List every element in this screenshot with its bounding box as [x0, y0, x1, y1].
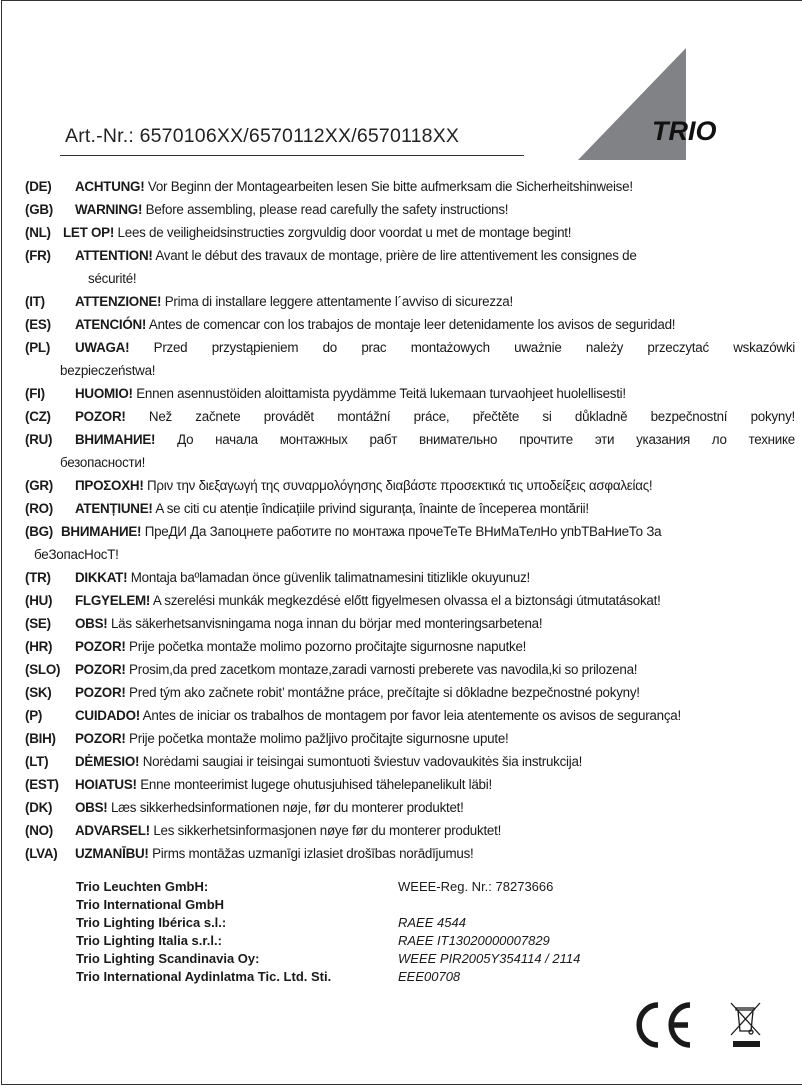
language-code: (SK) — [25, 685, 52, 700]
warning-body: Vor Beginn der Montagearbeiten lesen Sie bitte aufmerksam die Sicherheitshinweise! — [144, 179, 633, 194]
warning-text — [75, 753, 582, 771]
warning-body: Przed przystąpieniem do prac montażowych uważnie należy przeczytać wskazówki — [129, 340, 795, 355]
warning-body: A szerelési munkák megkezdésė előtt figyelmesen olvassa el a biztonsági útmutatásokat! — [150, 593, 661, 608]
warning-heading: OBS! — [75, 800, 108, 815]
warning-body: A se citi cu atenție îndicațiile privind siguranța, înainte de începerea montării! — [152, 501, 589, 516]
language-code: (RU) — [25, 432, 53, 447]
warning-body: ПреДИ Да Запоцнете работите по монтажа прочеТеТе ВНиМаТелНо упbТВаНиеТо За — [141, 524, 662, 539]
language-code: (BIH) — [25, 731, 56, 746]
language-code: (ES) — [25, 317, 51, 332]
warning-heading: ВНИМАНИЕ! — [61, 524, 142, 539]
company-name: Trio Leuchten GmbH: — [76, 879, 209, 894]
warning-heading: POZOR! — [75, 639, 126, 654]
warning-heading: POZOR! — [75, 662, 126, 677]
warning-text — [75, 822, 501, 840]
warning-heading: HUOMIO! — [75, 386, 133, 401]
warning-heading: ВНИМАНИЕ! — [75, 432, 156, 447]
warning-body: Læs sikkerhedsinformationen nøje, før du monterer produktet! — [107, 800, 464, 815]
warning-body: Montaja baºlamadan önce güvenlik talimatnamesini titizlikle okuyunuz! — [127, 570, 531, 585]
language-code: (EST) — [25, 777, 59, 792]
warning-text — [75, 615, 542, 633]
warning-body: Enne monteerimist lugege ohutusjuhised tähelepanelikult läbi! — [136, 777, 492, 792]
warning-body: До начала монтажных рабт внимательно прочтите эти указания ло технике — [155, 432, 795, 447]
warning-heading: ΠΡΟΣΟΧΗ! — [75, 478, 144, 493]
registration-number: EEE00708 — [398, 969, 461, 984]
warning-heading: ATTENZIONE! — [75, 294, 162, 309]
language-code: (DE) — [25, 179, 52, 194]
warning-text — [63, 224, 571, 242]
warning-heading: WARNING! — [75, 202, 143, 217]
warning-heading: LET OP! — [63, 225, 115, 240]
warning-heading: POZOR! — [75, 685, 126, 700]
warning-continuation: sécurité! — [88, 271, 137, 286]
language-code: (PL) — [25, 340, 51, 355]
trio-logo — [570, 40, 740, 170]
company-name: Trio Lighting Ibérica s.l.: — [76, 915, 227, 930]
article-number: Art.-Nr.: 6570106XX/6570112XX/6570118XX — [65, 125, 460, 147]
language-code: (SE) — [25, 616, 51, 631]
warning-heading: POZOR! — [75, 409, 126, 424]
language-code: (NO) — [25, 823, 54, 838]
language-code: (TR) — [25, 570, 51, 585]
warning-body: Les sikkerhetsinformasjonen nøye før du monterer produktet! — [149, 823, 502, 838]
warning-heading: OBS! — [75, 616, 108, 631]
warning-text — [75, 477, 652, 495]
language-code: (CZ) — [25, 409, 51, 424]
language-code: (GR) — [25, 478, 54, 493]
warning-continuation: bezpieczeństwa! — [60, 363, 156, 378]
warning-body: Prosim,da pred zacetkom montaze,zaradi varnosti preberete vas navodila,ki so prilozena! — [125, 662, 638, 677]
warning-body: Before assembling, please read carefully the safety instructions! — [142, 202, 509, 217]
certification-marks — [630, 995, 770, 1055]
warning-body: Pirms montāžas uzmanīgi izlasiet drošības norādījumus! — [148, 846, 474, 861]
language-code: (DK) — [25, 800, 53, 815]
warning-text — [75, 707, 681, 725]
warning-heading: CUIDADO! — [75, 708, 140, 723]
warning-text — [61, 523, 661, 541]
language-code: (BG) — [25, 524, 54, 539]
warning-text — [75, 408, 795, 426]
language-code: (FR) — [25, 248, 51, 263]
warning-body: Než začnete provádět montážní práce, přečtěte si důkladně bezpečnostní pokyny! — [125, 409, 795, 424]
registration-number: RAEE IT13020000007829 — [398, 933, 550, 948]
language-code: (P) — [25, 708, 43, 723]
language-code: (LVA) — [25, 846, 58, 861]
warning-heading: ATENCIÓN! — [75, 317, 147, 332]
language-code: (NL) — [25, 225, 51, 240]
language-code: (GB) — [25, 202, 54, 217]
warning-body: Prima di installare leggere attentamente l´avviso di sicurezza! — [161, 294, 513, 309]
weee-bin-icon — [731, 1003, 760, 1047]
warning-body: Prije početka montaže molimo pozorno pročitajte sigurnosne naputke! — [125, 639, 527, 654]
warning-body: Norėdami saugiai ir teisingai sumontuoti šviestuv vadovaukitės šia instrukcija! — [139, 754, 583, 769]
warning-text — [75, 500, 589, 518]
warning-text — [75, 431, 795, 449]
warning-heading: DĖMESIO! — [75, 754, 140, 769]
warning-body: Antes de iniciar os trabalhos de montagem por favor leia atentemente os avisos de segurança! — [139, 708, 681, 723]
warning-text — [75, 799, 464, 817]
warning-body: Läs säkerhetsanvisningama noga innan du börjar med monteringsarbetena! — [107, 616, 543, 631]
warning-body: Antes de comencar con los trabajos de montaje leer detenidamente los avisos de seguridad! — [146, 317, 676, 332]
language-code: (RO) — [25, 501, 54, 516]
warning-body: Pred tým ako začnete robit’ montážne práce, prečítajte si dôkladne bezpečnostné pokyny! — [125, 685, 640, 700]
warning-text — [75, 684, 640, 702]
warning-text — [75, 293, 513, 311]
warning-text — [75, 638, 526, 656]
registration-number: RAEE 4544 — [398, 915, 466, 930]
warning-body: Lees de veiligheidsinstructies zorgvuldig door voordat u met de montage begint! — [114, 225, 572, 240]
warning-text — [75, 201, 508, 219]
language-code: (SLO) — [25, 662, 61, 677]
warning-heading: UWAGA! — [75, 340, 130, 355]
warning-text — [75, 316, 675, 334]
warning-body: Prije početka montaže molimo pažljivo pročitajte sigurnosne upute! — [125, 731, 509, 746]
warning-text — [75, 776, 492, 794]
company-name: Trio International Aydinlatma Tic. Ltd. Sti. — [76, 969, 332, 984]
warning-text — [75, 845, 474, 863]
registration-number: WEEE-Reg. Nr.: 78273666 — [398, 879, 554, 894]
warning-body: Avant le début des travaux de montage, prière de lire attentivement les consignes de — [152, 248, 637, 263]
warning-heading: ATENȚIUNE! — [75, 501, 153, 516]
warning-body: Ennen asennustöiden aloittamista pyydämme Teitä lukemaan turvaohjeet huolellisesti! — [132, 386, 626, 401]
warning-text — [75, 385, 626, 403]
language-code: (FI) — [25, 386, 45, 401]
ce-mark-icon — [639, 1005, 690, 1045]
warning-text — [75, 661, 637, 679]
warning-text — [75, 178, 633, 196]
warning-text — [75, 569, 530, 587]
warning-text — [75, 247, 637, 265]
warning-heading: POZOR! — [75, 731, 126, 746]
logo-text: TRIO — [652, 116, 717, 146]
warning-heading: HOIATUS! — [75, 777, 137, 792]
warning-heading: ACHTUNG! — [75, 179, 145, 194]
company-name: Trio Lighting Italia s.r.l.: — [76, 933, 222, 948]
language-code: (IT) — [25, 294, 45, 309]
language-code: (HR) — [25, 639, 53, 654]
warning-body: Πριν την διεξαγωγή της συναρμολόγησης διαβάστε προσεκτικά τις υποδείξεις ασφαλείας! — [143, 478, 653, 493]
language-code: (HU) — [25, 593, 53, 608]
warning-heading: UZMANĪBU! — [75, 846, 149, 861]
company-name: Trio International GmbH — [76, 897, 225, 912]
warning-continuation: безопасности! — [60, 455, 146, 470]
warning-heading: DIKKAT! — [75, 570, 128, 585]
warning-heading: ATTENTION! — [75, 248, 153, 263]
title-underline — [60, 155, 524, 156]
warning-heading: FLGYELEM! — [75, 593, 151, 608]
warning-text — [75, 339, 795, 357]
registration-number: WEEE PIR2005Y354114 / 2114 — [398, 951, 581, 966]
warning-text — [75, 730, 509, 748]
warning-heading: ADVARSEL! — [75, 823, 150, 838]
language-code: (LT) — [25, 754, 49, 769]
company-name: Trio Lighting Scandinavia Oy: — [76, 951, 260, 966]
warning-text — [75, 592, 661, 610]
warning-continuation: беЗопасНосТ! — [34, 547, 119, 562]
